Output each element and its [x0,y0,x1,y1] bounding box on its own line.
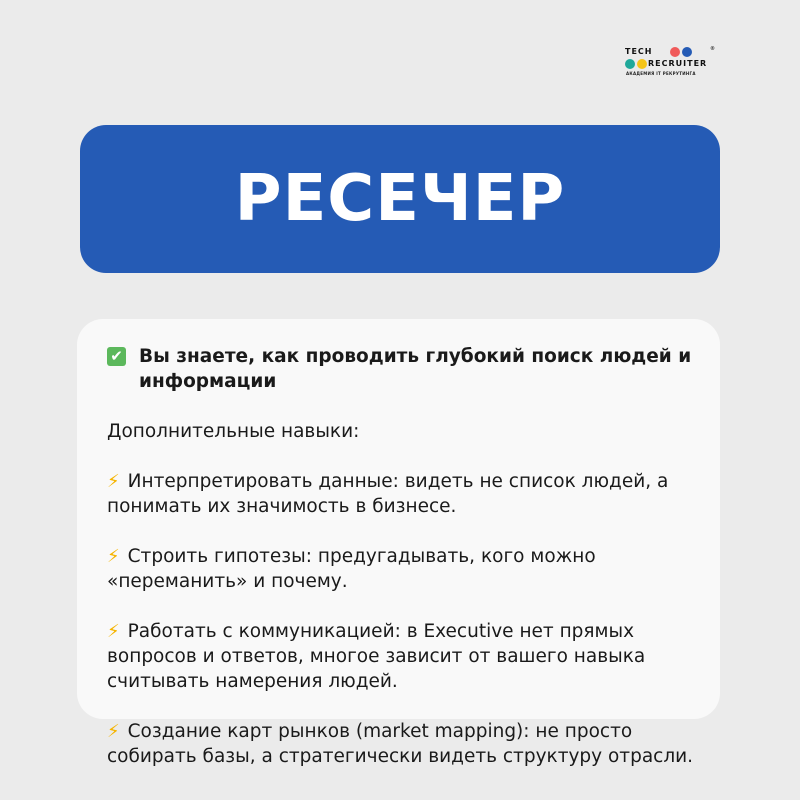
list-item [107,444,707,519]
tech-recruiter-logo [624,46,724,80]
list-item-text: Интерпретировать данные: видеть не список людей, а понимать их значимость в бизнесе. [107,471,669,517]
lightning-icon: ⚡ [107,471,120,492]
list-item-text: Строить гипотезы: предугадывать, кого можно «переманить» и почему. [107,546,596,592]
card-content [107,344,707,769]
lightning-icon: ⚡ [107,721,120,742]
logo-dot-blue [682,47,692,57]
registered-mark: ® [710,46,715,52]
logo-dot-teal [625,59,635,69]
logo-dot-red [670,47,680,57]
list-item [107,694,707,769]
check-icon: ✔ [107,347,126,366]
list-item [107,519,707,594]
logo-tech-text: TECH [625,47,653,56]
list-item [107,594,707,694]
list-item-text: Создание карт рынков (market mapping): не просто собирать базы, а стратегически видеть структуру отрасли. [107,721,694,767]
subheading: Дополнительные навыки: [107,421,360,442]
lightning-icon: ⚡ [107,621,120,642]
logo-tagline: АКАДЕМИЯ IT РЕКРУТИНГА [626,71,696,76]
headline [107,344,707,394]
logo-recruiter-text: RECRUITER [648,59,708,68]
title-banner [80,125,720,273]
content-card [77,319,720,767]
lightning-icon: ⚡ [107,546,120,567]
page-title: РЕСЕЧЕР [234,162,566,236]
logo-dot-yellow [637,59,647,69]
headline-text: Вы знаете, как проводить глубокий поиск людей и информации [139,346,692,392]
list-item-text: Работать с коммуникацией: в Executive нет прямых вопросов и ответов, многое зависит от вашего навыка считывать намерения людей. [107,621,646,692]
